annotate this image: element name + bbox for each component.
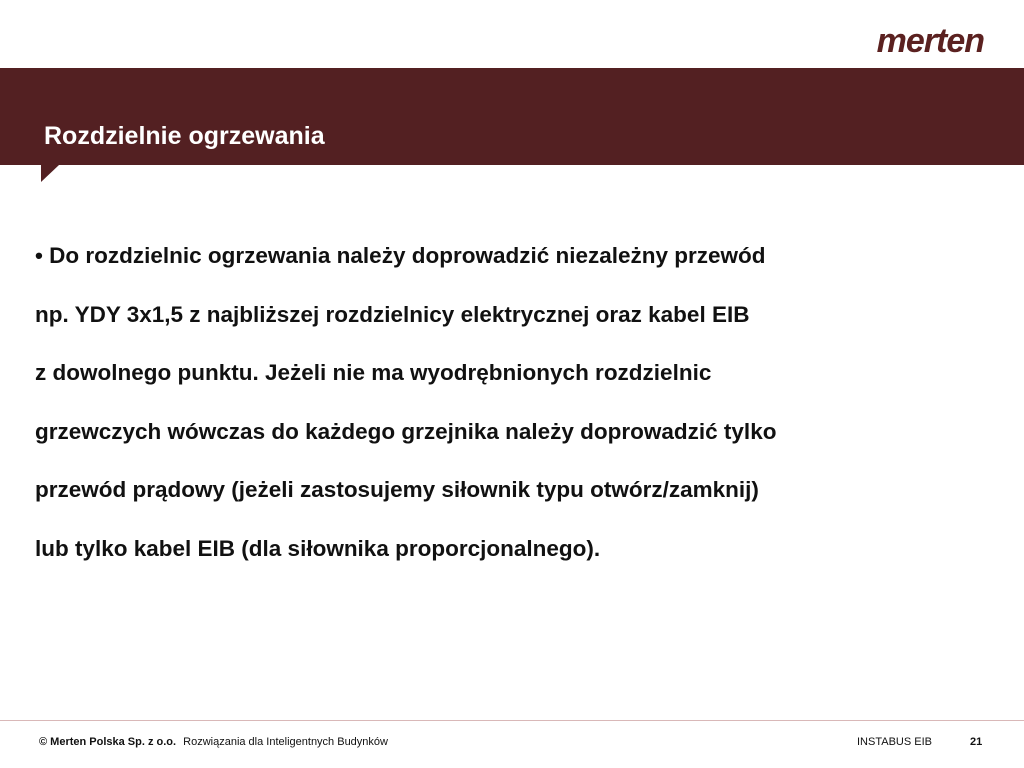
merten-logo: merten <box>876 22 984 60</box>
body-line: np. YDY 3x1,5 z najbliższej rozdzielnicy elektrycznej oraz kabel EIB <box>35 301 750 327</box>
footer-product: INSTABUS EIB <box>857 736 932 748</box>
footer-tagline: Rozwiązania dla Inteligentnych Budynków <box>183 736 388 748</box>
body-line: z dowolnego punktu. Jeżeli nie ma wyodrębnionych rozdzielnic <box>35 360 712 385</box>
body-line: lub tylko kabel EIB (dla siłownika proporcjonalnego). <box>35 535 601 561</box>
footer-divider <box>0 720 1024 721</box>
body-line: • Do rozdzielnic ogrzewania należy doprowadzić niezależny przewód <box>35 243 766 268</box>
title-bar-notch <box>41 165 59 182</box>
body-line: przewód prądowy (jeżeli zastosujemy siłownik typu otwórz/zamknij) <box>35 477 759 502</box>
footer-left <box>39 736 388 748</box>
slide-title: Rozdzielnie ogrzewania <box>44 122 325 150</box>
body-line: grzewczych wówczas do każdego grzejnika należy doprowadzić tylko <box>35 418 777 444</box>
page-number: 21 <box>970 736 983 748</box>
slide-body <box>35 227 995 578</box>
title-bar <box>0 68 1024 165</box>
footer-company: © Merten Polska Sp. z o.o. <box>39 736 177 748</box>
